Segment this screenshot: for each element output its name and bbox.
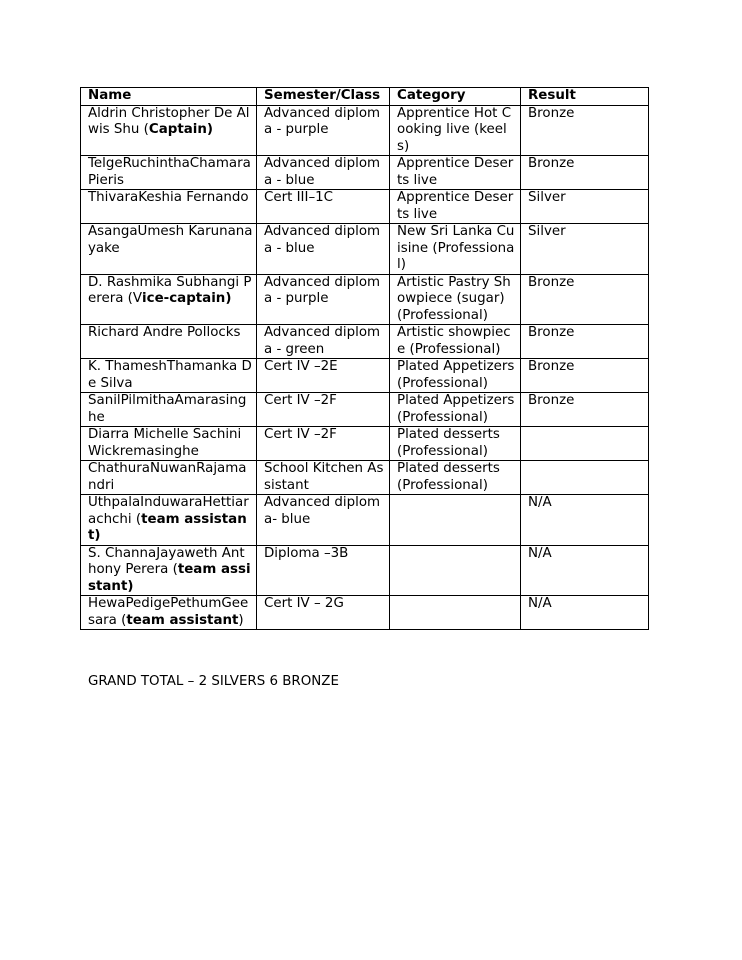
name-text: ThivaraKeshia Fernando [88,190,249,205]
semester-cell: Diploma –3B [257,545,390,596]
category-cell: Apprentice Hot Cooking live (keels) [390,105,521,156]
grand-total: GRAND TOTAL – 2 SILVERS 6 BRONZE [88,674,339,689]
name-cell [81,359,257,393]
table-header-row [81,88,649,106]
name-tail: ) [238,612,244,628]
name-role: team assistant [126,612,239,628]
category-cell: Plated Appetizers (Professional) [390,359,521,393]
category-cell: Apprentice Deserts live [390,190,521,224]
result-cell: Bronze [521,359,649,393]
table-row [81,190,649,224]
name-cell [81,156,257,190]
result-cell: N/A [521,545,649,596]
name-text: HewaPedigePethumGeesara ( [88,596,249,628]
semester-cell: School Kitchen Assistant [257,461,390,495]
semester-cell: Advanced diploma- blue [257,495,390,546]
table-row [81,461,649,495]
name-cell [81,495,257,546]
name-text: TelgeRuchinthaChamara Pieris [88,156,251,188]
result-cell [521,461,649,495]
semester-cell: Advanced diploma - purple [257,105,390,156]
name-text: K. ThameshThamanka De Silva [88,359,252,391]
semester-cell: Advanced diploma - green [257,325,390,359]
semester-cell: Cert IV –2F [257,393,390,427]
table-row [81,224,649,275]
table-row [81,596,649,630]
results-table [80,87,649,630]
result-cell: Bronze [521,393,649,427]
table-row [81,274,649,325]
table-row [81,495,649,546]
table-row [81,325,649,359]
category-cell [390,545,521,596]
header-result: Result [521,88,649,106]
category-cell: Artistic showpiece (Professional) [390,325,521,359]
name-cell [81,325,257,359]
semester-cell: Advanced diploma - purple [257,274,390,325]
name-cell [81,545,257,596]
category-cell [390,596,521,630]
header-name: Name [81,88,257,106]
semester-cell: Advanced diploma - blue [257,224,390,275]
name-role: team assistant) [88,562,251,594]
name-cell [81,393,257,427]
category-cell: Apprentice Deserts live [390,156,521,190]
category-cell: Plated desserts (Professional) [390,461,521,495]
name-role: team assistant) [88,511,247,543]
name-text: Aldrin Christopher De Alwis Shu ( [88,105,250,137]
name-text: SanilPilmithaAmarasinghe [88,393,247,425]
table-row [81,393,649,427]
name-cell [81,274,257,325]
result-cell: Bronze [521,325,649,359]
name-cell [81,596,257,630]
header-category: Category [390,88,521,106]
semester-cell: Cert III–1C [257,190,390,224]
result-cell: N/A [521,495,649,546]
table-row [81,359,649,393]
name-text: UthpalaInduwaraHettiarachchi ( [88,495,249,527]
table-row [81,427,649,461]
table-row [81,156,649,190]
name-role: Captain) [148,122,214,137]
name-text: Diarra Michelle SachiniWickremasinghe [88,427,242,459]
semester-cell: Cert IV –2E [257,359,390,393]
name-role: ice-captain) [142,291,232,306]
semester-cell: Cert IV – 2G [257,596,390,630]
name-cell [81,461,257,495]
name-text: ChathuraNuwanRajamandri [88,461,247,493]
name-cell [81,224,257,275]
semester-cell: Advanced diploma - blue [257,156,390,190]
name-cell [81,105,257,156]
result-cell: Bronze [521,274,649,325]
category-cell: New Sri Lanka Cuisine (Professional) [390,224,521,275]
result-cell: Bronze [521,156,649,190]
result-cell: Silver [521,224,649,275]
name-cell [81,427,257,461]
result-cell: Silver [521,190,649,224]
table-row [81,105,649,156]
name-text: D. Rashmika Subhangi Perera (V [88,274,252,306]
result-cell [521,427,649,461]
category-cell: Artistic Pastry Showpiece (sugar) (Professional) [390,274,521,325]
result-cell: N/A [521,596,649,630]
name-cell [81,190,257,224]
category-cell [390,495,521,546]
category-cell: Plated desserts (Professional) [390,427,521,461]
name-text: Richard Andre Pollocks [88,325,241,340]
name-text: S. ChannaJayaweth Anthony Perera ( [88,545,245,577]
table-row [81,545,649,596]
category-cell: Plated Appetizers (Professional) [390,393,521,427]
header-semester-class: Semester/Class [257,88,390,106]
semester-cell: Cert IV –2F [257,427,390,461]
name-text: AsangaUmesh Karunanayake [88,224,253,256]
result-cell: Bronze [521,105,649,156]
